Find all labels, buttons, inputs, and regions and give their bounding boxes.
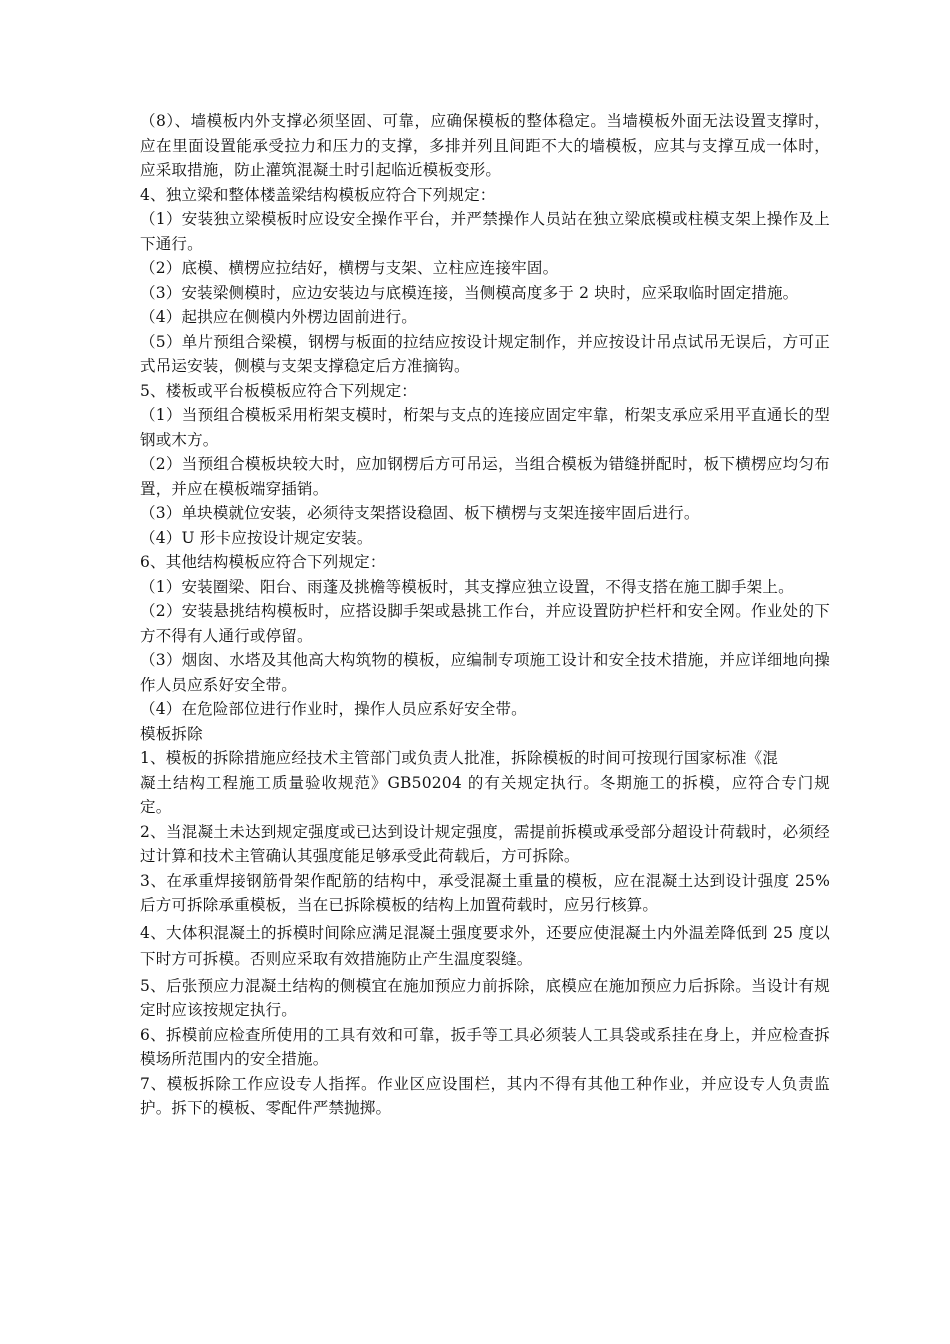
paragraph-slab-3: （3）单块模就位安装，必须待支架搭设稳固、板下横楞与支架连接牢固后进行。 <box>140 504 700 522</box>
paragraph-removal-4: 4、大体积混凝土的拆模时间除应满足混凝土强度要求外，还要应使混凝土内外温差降低到 25 度以下时方可拆模。否则应采取有效措施防止产生温度裂缝。 <box>140 923 830 968</box>
paragraph-removal-6: 6、拆模前应检查所使用的工具有效和可靠，扳手等工具必须装人工具袋或系挂在身上，并应检查拆模场所范围内的安全措施。 <box>140 1025 830 1068</box>
paragraph-beam-4: （4）起拱应在侧模内外楞边固前进行。 <box>140 308 417 326</box>
paragraph-wall-formwork-support: （8）、墙模板内外支撑必须坚固、可靠，应确保模板的整体稳定。当墙模板外面无法设置支撑时，应在里面设置能承受拉力和压力的支撑，多排并列且间距不大的墙模板，应其与支撑互成一体时，应采取措施，防止灌筑混凝土时引起临近模板变形。 <box>140 112 830 179</box>
paragraph-beam-3: （3）安装梁侧模时，应边安装边与底模连接，当侧模高度多于 2 块时，应采取临时固定措施。 <box>140 283 799 302</box>
paragraph-beam-1: （1）安装独立梁模板时应设安全操作平台，并严禁操作人员站在独立梁底模或柱模支架上操作及上下通行。 <box>140 210 830 253</box>
paragraph-removal-1b: 凝土结构工程施工质量验收规范》GB50204 的有关规定执行。冬期施工的拆模，应符合专门规定。 <box>140 773 830 816</box>
paragraph-other-4: （4）在危险部位进行作业时，操作人员应系好安全带。 <box>140 700 527 718</box>
paragraph-slab-2: （2）当预组合模板块较大时，应加钢楞后方可吊运，当组合模板为错缝拼配时，板下横楞应均匀布置，并应在模板端穿插销。 <box>140 455 830 498</box>
heading-other-formwork-rules: 6、其他结构模板应符合下列规定： <box>140 553 386 571</box>
paragraph-other-1: （1）安装圈梁、阳台、雨蓬及挑檐等模板时，其支撑应独立设置，不得支搭在施工脚手架上。 <box>140 577 794 596</box>
document-body <box>140 109 830 1121</box>
paragraph-removal-5: 5、后张预应力混凝土结构的侧模宜在施加预应力前拆除，底模应在施加预应力后拆除。当设计有规定时应该按规定执行。 <box>140 976 830 1019</box>
heading-slab-formwork-rules: 5、楼板或平台板模板应符合下列规定： <box>140 381 417 400</box>
paragraph-removal-7: 7、模板拆除工作应设专人指挥。作业区应设围栏，其内不得有其他工种作业，并应设专人负责监护。拆下的模板、零配件严禁抛掷。 <box>140 1074 830 1117</box>
paragraph-other-2: （2）安装悬挑结构模板时，应搭设脚手架或悬挑工作台，并应设置防护栏杆和安全网。作业处的下方不得有人通行或停留。 <box>140 602 830 645</box>
paragraph-removal-1a: 1、模板的拆除措施应经技术主管部门或负责人批准，拆除模板的时间可按现行国家标准《混 <box>140 749 779 767</box>
paragraph-removal-3: 3、在承重焊接钢筋骨架作配筋的结构中，承受混凝土重量的模板，应在混凝土达到设计强度 25%后方可拆除承重模板，当在已拆除模板的结构上加置荷载时，应另行核算。 <box>140 871 830 914</box>
paragraph-beam-5: （5）单片预组合梁模，钢楞与板面的拉结应按设计规定制作，并应按设计吊点试吊无误后，方可正式吊运安装，侧模与支架支撑稳定后方准摘钩。 <box>140 332 830 375</box>
heading-formwork-removal: 模板拆除 <box>140 724 203 743</box>
paragraph-beam-2: （2）底模、横楞应拉结好，横楞与支架、立柱应连接牢固。 <box>140 259 559 277</box>
paragraph-slab-1: （1）当预组合模板采用桁架支模时，桁架与支点的连接应固定牢靠，桁架支承应采用平直通长的型钢或木方。 <box>140 406 830 449</box>
paragraph-slab-4: （4）U 形卡应按设计规定安装。 <box>140 528 373 547</box>
paragraph-removal-2: 2、当混凝土未达到规定强度或已达到设计规定强度，需提前拆模或承受部分超设计荷载时，必须经过计算和技术主管确认其强度能足够承受此荷载后，方可拆除。 <box>140 822 830 865</box>
paragraph-other-3: （3）烟囱、水塔及其他高大构筑物的模板，应编制专项施工设计和安全技术措施，并应详细地向操作人员应系好安全带。 <box>140 651 830 694</box>
heading-beam-formwork-rules: 4、独立梁和整体楼盖梁结构模板应符合下列规定： <box>140 185 496 204</box>
